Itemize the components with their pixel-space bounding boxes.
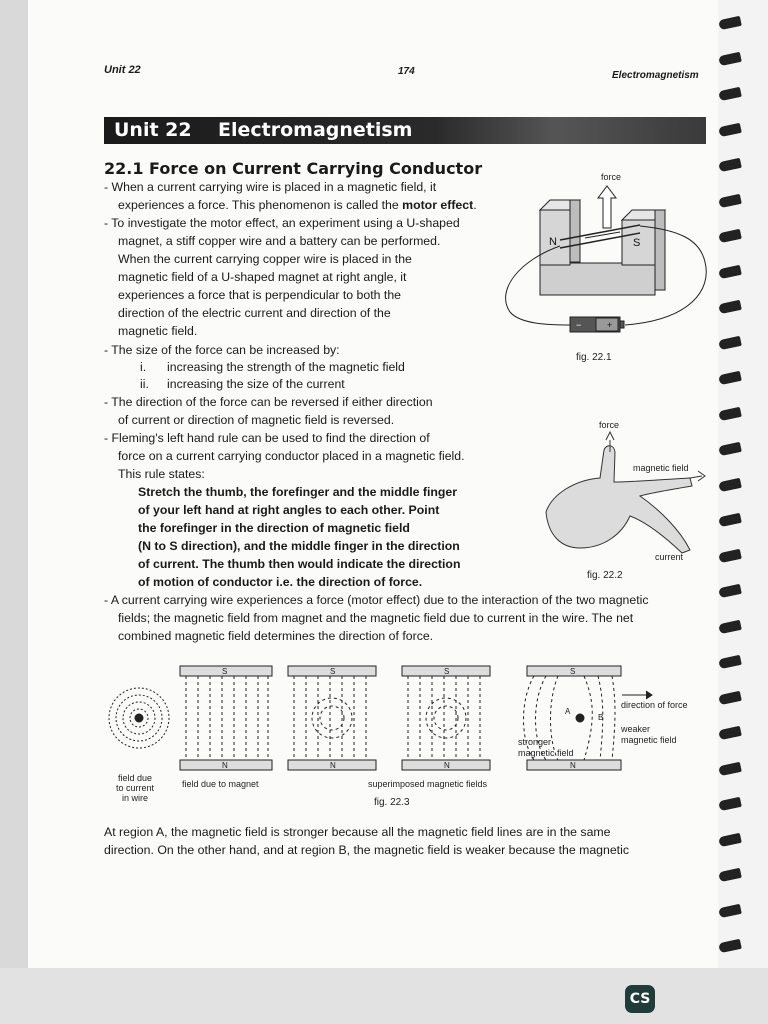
- banner-unit: Unit 22: [114, 119, 192, 141]
- text-line: force on a current carrying conductor placed in a magnetic field.: [118, 449, 465, 463]
- fig221-force-label: force: [601, 172, 622, 182]
- text-line: At region A, the magnetic field is stronger because all the magnetic field lines are in the same: [104, 825, 611, 839]
- text-line: When the current carrying copper wire is placed in the: [118, 252, 412, 266]
- fig221-north-label: N: [549, 236, 557, 248]
- rule-line: of your left hand at right angles to each other. Point: [138, 503, 440, 517]
- wire-label-1: field due: [118, 773, 153, 783]
- text-line: - To investigate the motor effect, an experiment using a U-shaped: [104, 216, 460, 230]
- fig223-caption: fig. 22.3: [374, 797, 410, 808]
- panel1-north: N: [222, 761, 228, 770]
- region-b-label: B: [598, 713, 604, 722]
- text-line: This rule states:: [118, 467, 205, 481]
- text-line: experiences a force. This phenomenon is called the motor effect.: [118, 198, 477, 212]
- term-motor-effect: motor effect: [402, 198, 474, 212]
- stronger-label-2: magnetic field: [518, 748, 574, 758]
- text-line: fields; the magnetic field from magnet and the magnetic field due to current in the wire. The net: [118, 611, 634, 625]
- banner-title: Electromagnetism: [218, 119, 413, 141]
- rule-line: of current. The thumb then would indicate the direction: [138, 557, 461, 571]
- panel3-north: N: [444, 761, 450, 770]
- text-line: combined magnetic field determines the direction of force.: [118, 629, 434, 643]
- weaker-label-2: magnetic field: [621, 735, 677, 745]
- magnet-field-label: field due to magnet: [182, 779, 259, 789]
- rule-line: the forefinger in the direction of magnetic field: [138, 521, 410, 535]
- list-item: increasing the strength of the magnetic field: [167, 360, 405, 374]
- text-line: magnetic field.: [118, 324, 198, 338]
- wire-label-3: in wire: [122, 793, 149, 803]
- rule-line: of motion of conductor i.e. the direction of force.: [138, 575, 423, 589]
- text-line: experiences a force that is perpendicular to both the: [118, 288, 402, 302]
- header-unit: Unit 22: [104, 64, 141, 76]
- fig222-field-label: magnetic field: [633, 463, 689, 473]
- direction-of-force-label: direction of force: [621, 700, 688, 710]
- fig222-caption: fig. 22.2: [587, 570, 623, 581]
- text-line: of current or direction of magnetic field is reversed.: [118, 413, 395, 427]
- panel2-south: S: [330, 667, 336, 676]
- text-line: - A current carrying wire experiences a force (motor effect) due to the interaction of the two magnetic: [104, 593, 649, 607]
- header-chapter: Electromagnetism: [612, 70, 699, 81]
- text-line: - The size of the force can be increased by:: [104, 343, 340, 357]
- fig221-south-label: S: [633, 237, 641, 249]
- battery-plus: +: [607, 320, 613, 330]
- text-line: direction of the electric current and direction of the: [118, 306, 391, 320]
- battery-minus: −: [576, 320, 582, 330]
- text-line: magnetic field of a U-shaped magnet at right angle, it: [118, 270, 407, 284]
- page-number: 174: [398, 66, 415, 77]
- wire-label-2: to current: [116, 783, 155, 793]
- panel4-south: S: [570, 667, 576, 676]
- superimposed-label: superimposed magnetic fields: [368, 779, 488, 789]
- rule-line: (N to S direction), and the middle finger in the direction: [138, 539, 460, 553]
- text-line: magnet, a stiff copper wire and a battery can be performed.: [118, 234, 441, 248]
- panel3-south: S: [444, 667, 450, 676]
- text-line: - When a current carrying wire is placed in a magnetic field, it: [104, 180, 437, 194]
- region-a-label: A: [565, 707, 571, 716]
- fig221-caption: fig. 22.1: [576, 352, 612, 363]
- camscanner-badge: CS: [625, 985, 655, 1013]
- fig222-current-label: current: [655, 552, 684, 562]
- magnet-field-lines: [186, 676, 268, 760]
- fig222-force-label: force: [599, 420, 620, 430]
- stronger-label-1: stronger: [518, 737, 552, 747]
- section-title: 22.1 Force on Current Carrying Conductor: [104, 159, 483, 178]
- rule-line: Stretch the thumb, the forefinger and the middle finger: [138, 485, 458, 499]
- list-item-number: ii.: [140, 377, 149, 391]
- text-line: - Fleming's left hand rule can be used to find the direction of: [104, 431, 430, 445]
- weaker-label-1: weaker: [621, 724, 651, 734]
- text-line: - The direction of the force can be reversed if either direction: [104, 395, 433, 409]
- panel4-north: N: [570, 761, 576, 770]
- list-item: increasing the size of the current: [167, 377, 345, 391]
- panel1-south: S: [222, 667, 228, 676]
- panel2-north: N: [330, 761, 336, 770]
- list-item-number: i.: [140, 360, 147, 374]
- text-line: direction. On the other hand, and at region B, the magnetic field is weaker because the magnetic: [104, 843, 629, 857]
